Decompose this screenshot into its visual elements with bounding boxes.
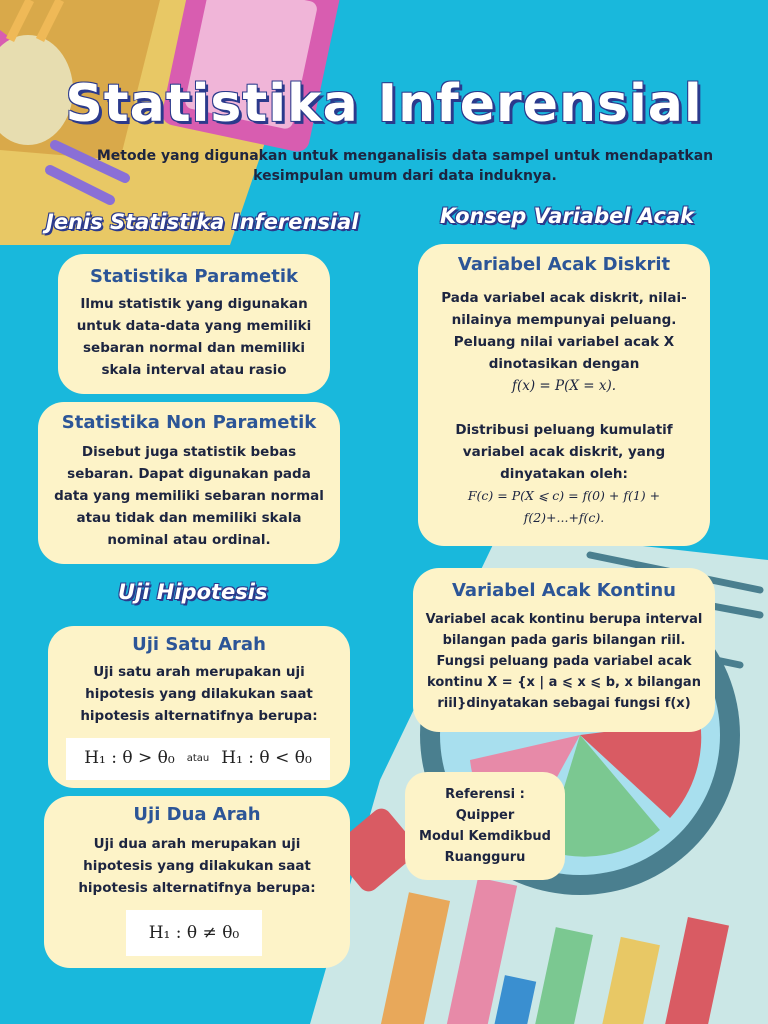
card-diskrit-body1: Pada variabel acak diskrit, nilai-nilainya mempunyai peluang. Peluang nilai variabel acak X dinotasikan dengan	[441, 290, 687, 372]
section-jenis-heading: Jenis Statistika Inferensial	[46, 210, 359, 234]
card-kontinu-title: Variabel Acak Kontinu	[451, 580, 676, 601]
card-non-parametrik-body: Disebut juga statistik bebas sebaran. Dapat digunakan pada data yang memiliki sebaran normal atau tidak dan memiliki skala nominal atau ordinal.	[54, 444, 324, 548]
section-konsep-heading: Konsep Variabel Acak	[440, 204, 695, 228]
card-kontinu	[413, 568, 715, 732]
card-parametrik-title: Statistika Parametik	[90, 266, 298, 287]
card-diskrit-body2: Distribusi peluang kumulatif variabel acak diskrit, yang dinyatakan oleh:	[455, 422, 673, 482]
card-diskrit-title: Variabel Acak Diskrit	[457, 254, 671, 275]
formula-satu-arah	[66, 738, 330, 780]
card-dua-arah-body: Uji dua arah merupakan uji hipotesis yang dilakukan saat hipotesis alternatifnya berupa:	[78, 836, 316, 896]
formula-dua-arah: H₁ : θ ≠ θ₀	[126, 910, 262, 956]
card-diskrit-formula2: F(c) = P(X ⩽ c) = f(0) + f(1) + f(2)+...+f(c).	[467, 488, 661, 525]
section-uji-heading: Uji Hipotesis	[118, 580, 268, 604]
card-parametrik-body: Ilmu statistik yang digunakan untuk data-data yang memiliki sebaran normal dan memiliki skala interval atau rasio	[76, 296, 312, 378]
page-title: Statistika Inferensial	[65, 74, 703, 134]
formula-satu-arah-b: H₁ : θ < θ₀	[221, 748, 312, 768]
card-dua-arah-title: Uji Dua Arah	[133, 804, 261, 825]
card-diskrit	[418, 244, 710, 546]
card-parametrik	[58, 254, 330, 394]
referensi-box	[405, 772, 565, 880]
referensi-label: Referensi :	[445, 787, 525, 802]
card-kontinu-body: Variabel acak kontinu berupa interval bilangan pada garis bilangan riil. Fungsi peluang pada variabel acak kontinu X = {x | a ⩽ x ⩽ b, x bilangan riil}dinyatakan sebagai fungsi f(x)	[425, 612, 703, 711]
formula-satu-arah-a: H₁ : θ > θ₀	[84, 748, 175, 768]
card-non-parametrik	[38, 402, 340, 564]
card-satu-arah-title: Uji Satu Arah	[132, 634, 266, 655]
referensi-item: Modul Kemdikbud	[419, 829, 551, 844]
card-non-parametrik-title: Statistika Non Parametik	[61, 412, 317, 433]
card-diskrit-formula1: f(x) = P(X = x).	[511, 378, 617, 394]
card-satu-arah-body: Uji satu arah merupakan uji hipotesis yang dilakukan saat hipotesis alternatifnya berupa:	[80, 664, 318, 724]
referensi-item: Quipper	[455, 808, 515, 823]
page-subtitle: Metode yang digunakan untuk menganalisis data sampel untuk mendapatkan kesimpulan umum dari data induknya.	[96, 148, 714, 184]
formula-atau: atau	[186, 753, 210, 764]
referensi-item: Ruangguru	[444, 850, 526, 865]
